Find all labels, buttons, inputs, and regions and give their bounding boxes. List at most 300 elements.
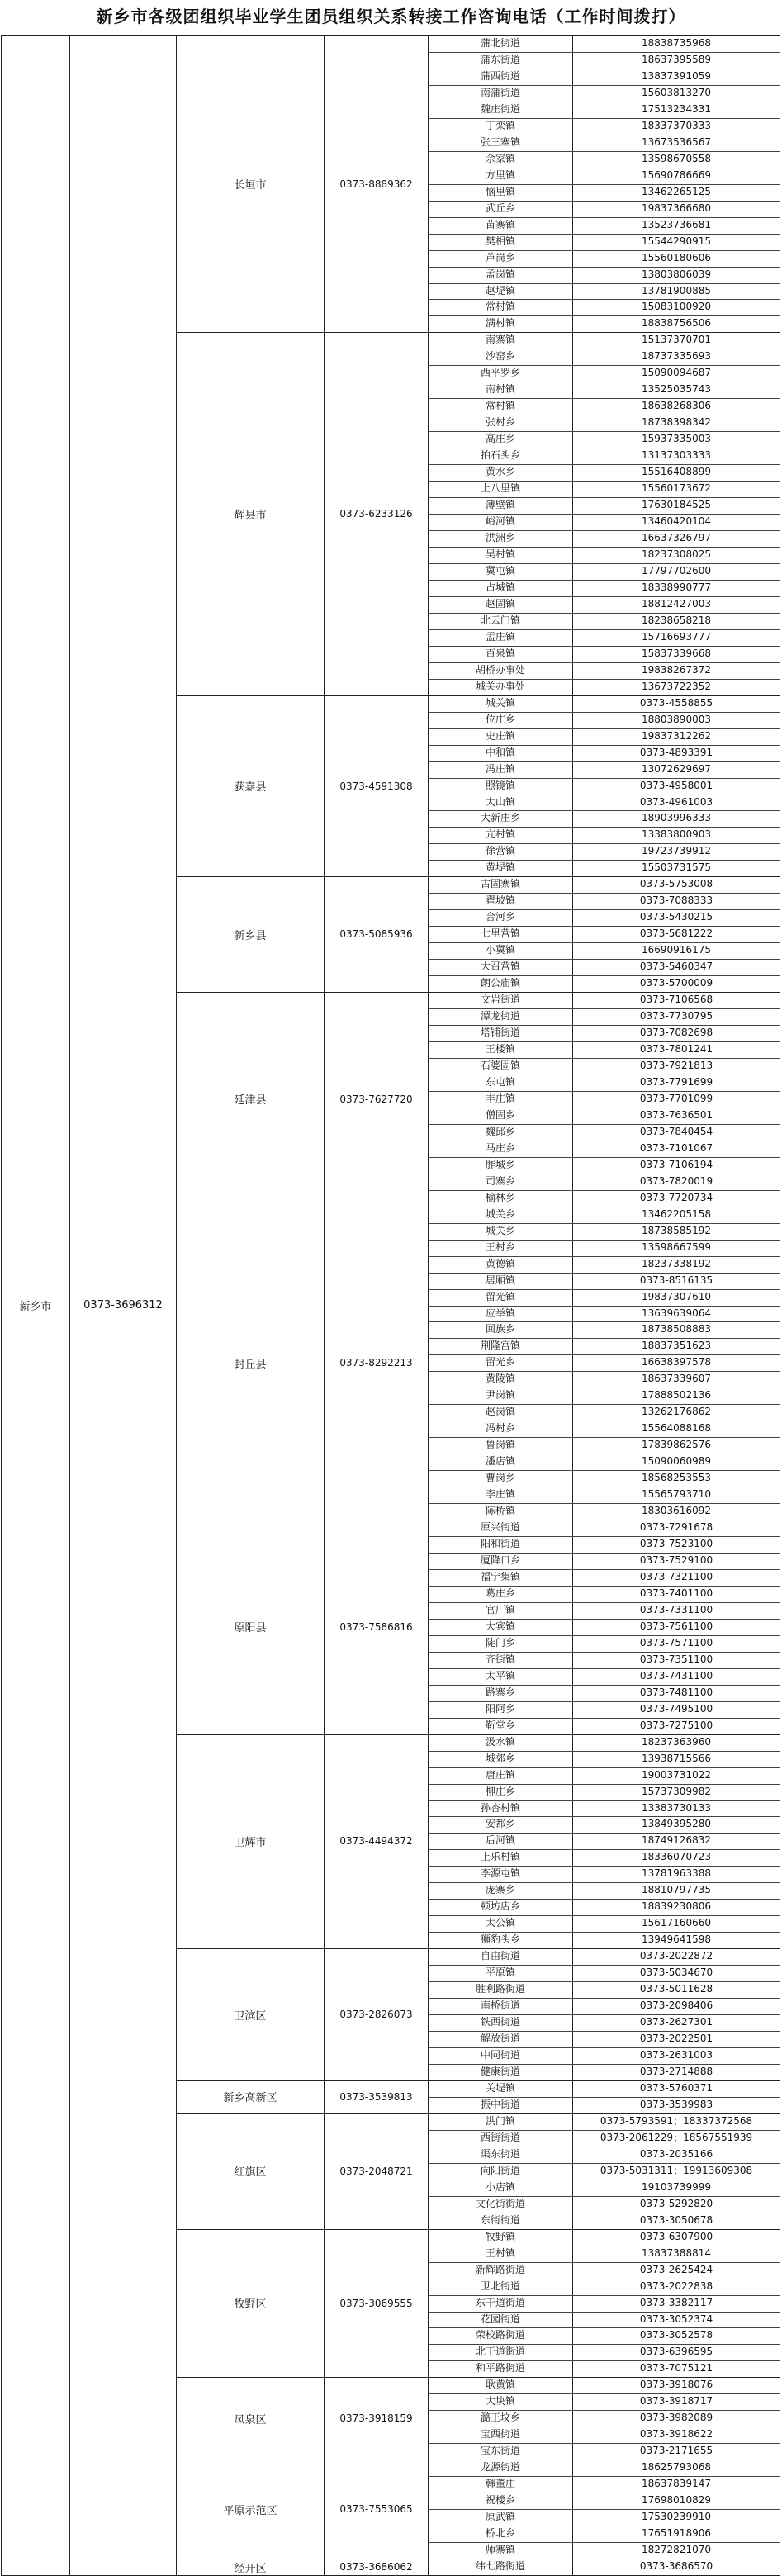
- row-divider: [429, 893, 780, 894]
- town-name: 胙城乡: [485, 1158, 515, 1170]
- table-row: [2, 2080, 780, 2097]
- row-divider: [429, 2344, 780, 2345]
- row-divider: [429, 398, 780, 399]
- row-divider: [429, 827, 780, 828]
- table-row: [2, 745, 780, 761]
- town-name: 佘家镇: [485, 152, 515, 164]
- row-divider: [429, 1701, 780, 1702]
- town-phone: 18237363960: [642, 1735, 711, 1748]
- county-phone-cell: 0373-7553065: [339, 2503, 413, 2516]
- table-row: [2, 1388, 780, 1404]
- table-row: [2, 2014, 780, 2031]
- table-row: [2, 283, 780, 300]
- table-row: [2, 168, 780, 184]
- town-phone: 0373-5793591；18337372568: [600, 2114, 753, 2127]
- table-row: [2, 662, 780, 679]
- town-phone: 0373-3539983: [639, 2098, 713, 2110]
- table-row: [2, 613, 780, 629]
- row-divider: [429, 151, 780, 152]
- town-name: 祝楼乡: [485, 2494, 515, 2507]
- town-name: 文化街街道: [475, 2197, 525, 2209]
- town-name: 留光乡: [485, 1356, 515, 1369]
- county-name-cell: 牧野区: [234, 2298, 267, 2312]
- row-divider: [429, 1652, 780, 1653]
- town-name: 峪河镇: [485, 515, 515, 528]
- town-name: 留光镇: [485, 1290, 515, 1302]
- row-divider: [429, 315, 780, 316]
- table-row: [2, 2312, 780, 2328]
- town-phone: 17839862576: [642, 1439, 711, 1451]
- row-divider: [429, 365, 780, 366]
- row-divider: [429, 1025, 780, 1026]
- town-phone: 0373-2627301: [639, 2016, 713, 2028]
- town-name: 中和镇: [485, 746, 515, 758]
- table-row: [2, 1882, 780, 1899]
- table-row: [2, 1371, 780, 1388]
- table-row: [2, 795, 780, 811]
- town-phone: 0373-7801241: [639, 1043, 713, 1056]
- town-name: 宝东街道: [480, 2445, 520, 2457]
- table-row: [2, 810, 780, 827]
- town-phone: 0373-5700009: [639, 977, 713, 989]
- town-phone: 0373-2061229；18567551939: [600, 2131, 753, 2143]
- table-row: [2, 695, 780, 712]
- county-phone-cell: 0373-3686062: [339, 2561, 413, 2573]
- town-phone: 18839230806: [642, 1900, 711, 1913]
- row-divider: [429, 2064, 780, 2065]
- town-phone: 13837388814: [642, 2246, 711, 2259]
- town-phone: 0373-4958001: [639, 779, 713, 791]
- table-row: [2, 85, 780, 102]
- table-row: [2, 299, 780, 315]
- county-phone-cell: 0373-7627720: [339, 1093, 413, 1105]
- table-row: [2, 1174, 780, 1190]
- town-phone: 0373-3686570: [639, 2560, 713, 2573]
- town-name: 上乐村镇: [480, 1851, 520, 1863]
- row-divider: [429, 761, 780, 762]
- town-name: 亢村镇: [485, 828, 515, 841]
- table-row: [2, 2064, 780, 2080]
- table-row: [2, 1124, 780, 1141]
- town-phone: 15516408899: [642, 466, 711, 478]
- town-name: 汲水镇: [485, 1735, 515, 1748]
- town-name: 王村镇: [485, 2246, 515, 2259]
- table-row: [2, 2360, 780, 2377]
- table-row: [2, 530, 780, 547]
- town-phone: 15090094687: [642, 367, 711, 379]
- table-row: [2, 1635, 780, 1652]
- town-name: 胜利路街道: [475, 1983, 525, 1995]
- town-phone: 18738585192: [642, 1224, 711, 1236]
- town-phone: 0373-5753008: [639, 878, 713, 890]
- town-name: 赵固镇: [485, 597, 515, 610]
- town-name: 鲁岗镇: [485, 1439, 515, 1451]
- town-phone: 0373-7730795: [639, 1010, 713, 1022]
- town-name: 张村乡: [485, 416, 515, 429]
- row-divider: [429, 629, 780, 630]
- table-row: [2, 1207, 780, 1223]
- town-phone: 13837391059: [642, 69, 711, 82]
- town-name: 朗公庙镇: [480, 977, 520, 989]
- row-divider: [429, 2196, 780, 2197]
- table-row: [2, 1503, 780, 1520]
- county-name-cell: 延津县: [234, 1094, 267, 1108]
- row-divider: [429, 1503, 780, 1504]
- town-phone: 0373-5031311；19913609308: [600, 2164, 753, 2176]
- town-name: 齐街镇: [485, 1653, 515, 1665]
- table-row: [2, 118, 780, 135]
- table-row: [2, 1273, 780, 1289]
- town-phone: 17698010829: [642, 2494, 711, 2507]
- town-name: 僧固乡: [485, 1108, 515, 1121]
- town-phone: 18638268306: [642, 400, 711, 412]
- row-divider: [429, 1190, 780, 1191]
- town-phone: 0373-7321100: [639, 1570, 713, 1582]
- row-divider: [429, 1058, 780, 1059]
- table-row: [2, 1965, 780, 1981]
- town-phone: 15090060989: [642, 1455, 711, 1468]
- town-name: 冯村乡: [485, 1422, 515, 1435]
- town-phone: 19837307610: [642, 1290, 711, 1302]
- table-row: [2, 2295, 780, 2312]
- town-phone: 17797702600: [642, 564, 711, 576]
- town-name: 太山镇: [485, 795, 515, 808]
- row-divider: [429, 1536, 780, 1537]
- town-name: 魏庄街道: [480, 102, 520, 115]
- town-phone: 13525035743: [642, 383, 711, 396]
- town-name: 阳和街道: [480, 1538, 520, 1550]
- county-name-cell: 新乡县: [234, 929, 267, 942]
- town-phone: 18837351623: [642, 1340, 711, 1352]
- town-phone: 15564088168: [642, 1422, 711, 1435]
- table-row: [2, 217, 780, 234]
- county-name-cell: 凤泉区: [234, 2413, 267, 2427]
- town-phone: 13460420104: [642, 515, 711, 528]
- town-name: 王楼镇: [485, 1043, 515, 1056]
- table-row: [2, 1602, 780, 1619]
- town-name: 百泉镇: [485, 647, 515, 659]
- row-divider: [429, 2542, 780, 2543]
- table-row: [2, 1668, 780, 1685]
- town-phone: 18838735968: [642, 37, 711, 49]
- town-phone: 0373-7106194: [639, 1158, 713, 1170]
- town-phone: 0373-7481100: [639, 1686, 713, 1698]
- row-divider: [429, 1437, 780, 1438]
- town-phone: 0373-3052374: [639, 2313, 713, 2325]
- table-row: [2, 2327, 780, 2344]
- town-name: 渠东街道: [480, 2147, 520, 2160]
- row-divider: [429, 1586, 780, 1587]
- town-name: 薄壁镇: [485, 499, 515, 511]
- table-row: [2, 349, 780, 365]
- row-divider: [429, 2295, 780, 2296]
- table-row: [2, 2279, 780, 2295]
- table-row: [2, 1141, 780, 1157]
- table-row: [2, 1454, 780, 1470]
- row-divider: [429, 1849, 780, 1850]
- row-divider: [429, 1998, 780, 1999]
- table-row: [2, 679, 780, 695]
- table-row: [2, 36, 780, 52]
- town-phone: 0373-4558855: [639, 696, 713, 709]
- town-name: 榆林乡: [485, 1191, 515, 1203]
- table-row: [2, 909, 780, 926]
- town-name: 合河乡: [485, 911, 515, 923]
- county-name-cell: 红旗区: [234, 2166, 267, 2180]
- town-phone: 0373-2022872: [639, 1950, 713, 1962]
- city-phone-cell: 0373-3696312: [83, 1299, 163, 1312]
- town-phone: 15503731575: [642, 861, 711, 874]
- row-divider: [429, 481, 780, 482]
- town-phone: 0373-7082698: [639, 1027, 713, 1039]
- table-row: [2, 1751, 780, 1767]
- row-divider: [429, 1800, 780, 1801]
- table-row: [2, 1569, 780, 1586]
- table-row: [2, 1058, 780, 1075]
- town-phone: 18237308025: [642, 548, 711, 560]
- table-row: [2, 2344, 780, 2360]
- town-name: 常村镇: [485, 400, 515, 412]
- town-name: 葛庄乡: [485, 1587, 515, 1599]
- town-name: 靳堂乡: [485, 1719, 515, 1731]
- row-divider: [429, 497, 780, 498]
- county-name-cell: 封丘县: [234, 1358, 267, 1371]
- table-row: [2, 415, 780, 431]
- county-name-cell: 卫滨区: [234, 2009, 267, 2023]
- town-phone: 15560180606: [642, 251, 711, 263]
- row-divider: [429, 2360, 780, 2361]
- town-name: 新辉路街道: [475, 2263, 525, 2275]
- town-name: 健康街道: [480, 2066, 520, 2077]
- town-phone: 17513234331: [642, 102, 711, 115]
- town-phone: 0373-5681222: [639, 927, 713, 940]
- town-name: 石婆固镇: [480, 1059, 520, 1071]
- table-row: [2, 481, 780, 497]
- table-row: [2, 1041, 780, 1058]
- table-row: [2, 1289, 780, 1306]
- row-divider: [429, 1932, 780, 1933]
- table-row: [2, 2542, 780, 2559]
- town-name: 荣校路街道: [475, 2329, 525, 2341]
- county-phone-cell: 0373-4591308: [339, 780, 413, 792]
- row-divider: [429, 1338, 780, 1339]
- table-row: [2, 431, 780, 448]
- town-name: 孟岗镇: [485, 268, 515, 280]
- town-phone: 0373-7088333: [639, 894, 713, 907]
- table-row: [2, 2262, 780, 2279]
- town-phone: 0373-4893391: [639, 746, 713, 758]
- town-phone: 19003731022: [642, 1768, 711, 1781]
- town-phone: 0373-7351100: [639, 1653, 713, 1665]
- row-divider: [429, 959, 780, 960]
- row-divider: [429, 1157, 780, 1158]
- town-name: 黄德镇: [485, 1257, 515, 1269]
- town-phone: 17651918906: [642, 2527, 711, 2540]
- town-name: 沙窑乡: [485, 350, 515, 363]
- table-row: [2, 778, 780, 795]
- row-divider: [429, 52, 780, 53]
- table-row: [2, 629, 780, 646]
- town-name: 洪洲乡: [485, 532, 515, 544]
- town-name: 荆隆宫镇: [480, 1340, 520, 1352]
- row-divider: [429, 1981, 780, 1982]
- town-name: 满村镇: [485, 317, 515, 330]
- table-row: [2, 1981, 780, 1998]
- table-row: [2, 1866, 780, 1882]
- row-divider: [429, 810, 780, 811]
- table-row: [2, 332, 780, 349]
- town-phone: 0373-3918622: [639, 2428, 713, 2441]
- town-name: 阳阿乡: [485, 1702, 515, 1715]
- row-divider: [429, 2443, 780, 2444]
- table-row: [2, 563, 780, 580]
- row-divider: [429, 1470, 780, 1471]
- row-divider: [429, 1718, 780, 1719]
- town-phone: 19103739999: [642, 2180, 711, 2193]
- town-phone: 15617160660: [642, 1917, 711, 1929]
- town-phone: 13523736681: [642, 218, 711, 230]
- table-row: [2, 1652, 780, 1668]
- town-name: 西平罗乡: [480, 367, 520, 379]
- town-phone: 19838267372: [642, 663, 711, 676]
- town-phone: 0373-7820019: [639, 1174, 713, 1187]
- row-divider: [429, 2262, 780, 2263]
- town-name: 原兴街道: [480, 1521, 520, 1534]
- town-name: 古固寨镇: [480, 878, 520, 890]
- town-phone: 0373-7495100: [639, 1702, 713, 1715]
- row-divider: [429, 2130, 780, 2131]
- town-phone: 13639639064: [642, 1307, 711, 1319]
- town-name: 北干道街道: [475, 2346, 525, 2358]
- table-row: [2, 1025, 780, 1041]
- town-phone: 0373-2171655: [639, 2445, 713, 2457]
- town-name: 南寨镇: [485, 334, 515, 346]
- town-name: 黄陵镇: [485, 1373, 515, 1385]
- town-name: 占城镇: [485, 581, 515, 593]
- county-phone-cell: 0373-8889362: [339, 178, 413, 190]
- town-name: 孟庄镇: [485, 630, 515, 643]
- row-divider: [429, 1602, 780, 1603]
- town-name: 大新庄乡: [480, 812, 520, 824]
- town-name: 大召营镇: [480, 961, 520, 973]
- row-divider: [429, 514, 780, 515]
- town-name: 师寨镇: [485, 2544, 515, 2556]
- row-divider: [429, 778, 780, 779]
- table-row: [2, 893, 780, 909]
- town-phone: 13949641598: [642, 1933, 711, 1946]
- town-phone: 0373-7701099: [639, 1092, 713, 1104]
- town-name: 解放街道: [480, 2033, 520, 2045]
- table-row: [2, 1091, 780, 1108]
- town-name: 丰庄镇: [485, 1092, 515, 1104]
- town-name: 平原镇: [485, 1966, 515, 1979]
- town-phone: 0373-7401100: [639, 1587, 713, 1599]
- row-divider: [429, 1289, 780, 1290]
- table-row: [2, 2031, 780, 2047]
- town-name: 西街街道: [480, 2131, 520, 2143]
- table-row: [2, 1470, 780, 1487]
- town-phone: 16638397578: [642, 1356, 711, 1369]
- table-row: [2, 1767, 780, 1784]
- town-phone: 13383730133: [642, 1801, 711, 1814]
- row-divider: [429, 926, 780, 927]
- town-phone: 13598667599: [642, 1241, 711, 1253]
- row-divider: [429, 2327, 780, 2328]
- table-row: [2, 926, 780, 942]
- town-phone: 15737309982: [642, 1785, 711, 1797]
- town-name: 顿坊店乡: [480, 1900, 520, 1913]
- row-divider: [429, 85, 780, 86]
- town-phone: 16637326797: [642, 532, 711, 544]
- table-row: [2, 1223, 780, 1240]
- county-name-cell: 获嘉县: [234, 781, 267, 794]
- town-phone: 19837312262: [642, 729, 711, 742]
- town-phone: 15083100920: [642, 301, 711, 313]
- town-name: 魏邱乡: [485, 1125, 515, 1137]
- town-name: 陡门乡: [485, 1636, 515, 1649]
- page-title: 新乡市各级团组织毕业学生团员组织关系转接工作咨询电话（工作时间拨打）: [96, 7, 686, 26]
- row-divider: [429, 1668, 780, 1669]
- row-divider: [429, 2031, 780, 2032]
- town-phone: 0373-2631003: [639, 2049, 713, 2061]
- table-row: [2, 712, 780, 728]
- table-row: [2, 2213, 780, 2229]
- town-phone: 0373-7921813: [639, 1059, 713, 1071]
- town-name: 常村镇: [485, 301, 515, 313]
- table-row: [2, 1619, 780, 1635]
- row-divider: [429, 234, 780, 235]
- town-phone: 18237338192: [642, 1257, 711, 1269]
- table-row: [2, 201, 780, 217]
- town-phone: 0373-8516135: [639, 1274, 713, 1286]
- table-row: [2, 860, 780, 876]
- town-phone: 13673722352: [642, 680, 711, 692]
- town-phone: 19837366680: [642, 202, 711, 214]
- table-row: [2, 1487, 780, 1503]
- town-phone: 15565793710: [642, 1488, 711, 1501]
- town-phone: 18238658218: [642, 614, 711, 626]
- town-name: 纬七路街道: [475, 2560, 525, 2573]
- table-row: [2, 184, 780, 201]
- table-row: [2, 2377, 780, 2393]
- town-phone: 15137370701: [642, 334, 711, 346]
- town-phone: 13383800903: [642, 828, 711, 841]
- table-row: [2, 761, 780, 778]
- town-name: 安都乡: [485, 1818, 515, 1830]
- row-divider: [429, 1553, 780, 1554]
- table-row: [2, 646, 780, 662]
- row-divider: [429, 2476, 780, 2477]
- table-row: [2, 959, 780, 975]
- town-name: 小店镇: [485, 2180, 515, 2193]
- table-row: [2, 975, 780, 992]
- table-row: [2, 1321, 780, 1338]
- row-divider: [429, 1899, 780, 1900]
- town-name: 城关乡: [485, 1207, 515, 1220]
- town-phone: 13781963388: [642, 1867, 711, 1880]
- town-phone: 0373-3918717: [639, 2395, 713, 2408]
- table-row: [2, 398, 780, 415]
- town-name: 太公镇: [485, 1917, 515, 1929]
- town-name: 路寨乡: [485, 1686, 515, 1698]
- town-phone: 15603813270: [642, 86, 711, 98]
- table-row: [2, 1734, 780, 1751]
- town-phone: 0373-7523100: [639, 1538, 713, 1550]
- town-name: 赵堤镇: [485, 284, 515, 297]
- table-row: [2, 1421, 780, 1437]
- town-name: 厦降口乡: [480, 1554, 520, 1566]
- row-divider: [429, 1784, 780, 1785]
